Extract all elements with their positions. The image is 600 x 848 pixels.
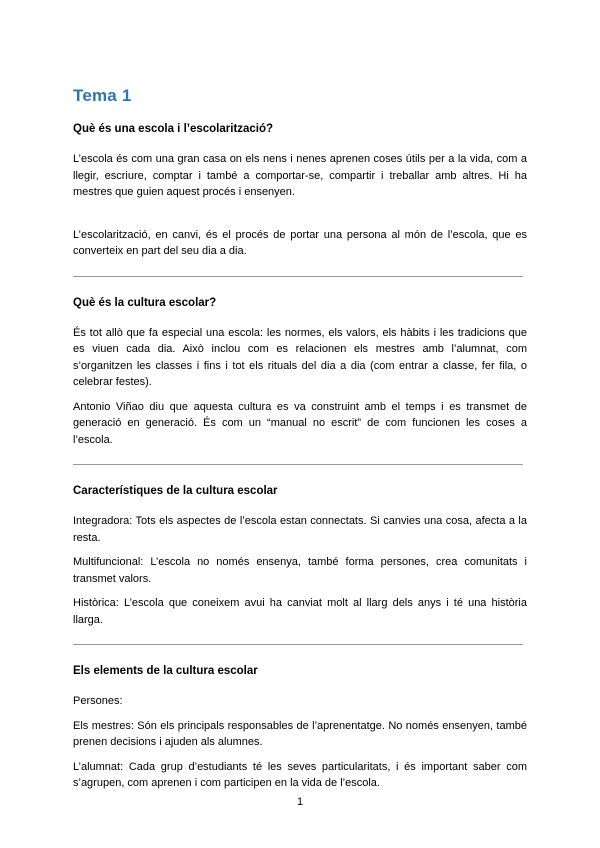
section-divider (73, 644, 523, 645)
section-escola (73, 122, 527, 260)
paragraph: Històrica: L’escola que coneixem avui ha canviat molt al llarg dels anys i té una història llarga. (73, 597, 527, 626)
page-content (73, 86, 527, 800)
section-heading: Característiques de la cultura escolar (73, 485, 278, 497)
paragraph: L’alumnat: Cada grup d’estudiants té les seves particularitats, i és important saber com s’agrupen, com aprenen i com participen en la vida de l’escola. (73, 760, 527, 789)
paragraph: Antonio Viñao diu que aquesta cultura es va construint amb el temps i es transmet de generació en generació. És com un “manual no escrit” de com funcionen les coses a l’escola. (73, 400, 527, 446)
paragraph: Els mestres: Són els principals responsables de l’aprenentatge. No només ensenyen, també prenen decisions i ajuden als alumnes. (73, 719, 527, 748)
paragraph: Persones: (73, 695, 123, 707)
paragraph: L’escola és com una gran casa on els nens i nenes aprenen coses útils per a la vida, com a llegir, escriure, comptar i també a comportar-se, compartir i treballar amb altres. Hi ha mestres que guien aquest procés i ensenyen. (73, 153, 527, 198)
section-cultura-escolar (73, 296, 527, 449)
paragraph: L’escolarització, en canvi, és el procés de portar una persona al món de l’escola, que es converteix en part del seu dia a dia. (73, 228, 527, 257)
paragraph: Integradora: Tots els aspectes de l’escola estan connectats. Si canvies una cosa, afecta a la resta. (73, 515, 527, 544)
section-heading: Què és una escola i l’escolarització? (73, 123, 274, 135)
page-title: Tema 1 (73, 86, 132, 105)
section-divider (73, 276, 523, 277)
section-elements (73, 664, 527, 792)
section-caracteristiques (73, 484, 527, 628)
section-divider (73, 464, 523, 465)
page-number: 1 (296, 796, 304, 808)
paragraph: Multifuncional: L’escola no només ensenya, també forma persones, crea comunitats i transmet valors. (73, 556, 527, 585)
paragraph: És tot allò que fa especial una escola: les normes, els valors, els hàbits i les tradicions que es viuen cada dia. Això inclou com es relacionen els mestres amb l’alumnat, com s’organitzen les classes i fins i tot els rituals del dia a dia (com entrar a classe, fer fila, o celebrar festes). (73, 326, 527, 388)
section-heading: Què és la cultura escolar? (73, 296, 217, 309)
section-heading: Els elements de la cultura escolar (73, 665, 258, 677)
